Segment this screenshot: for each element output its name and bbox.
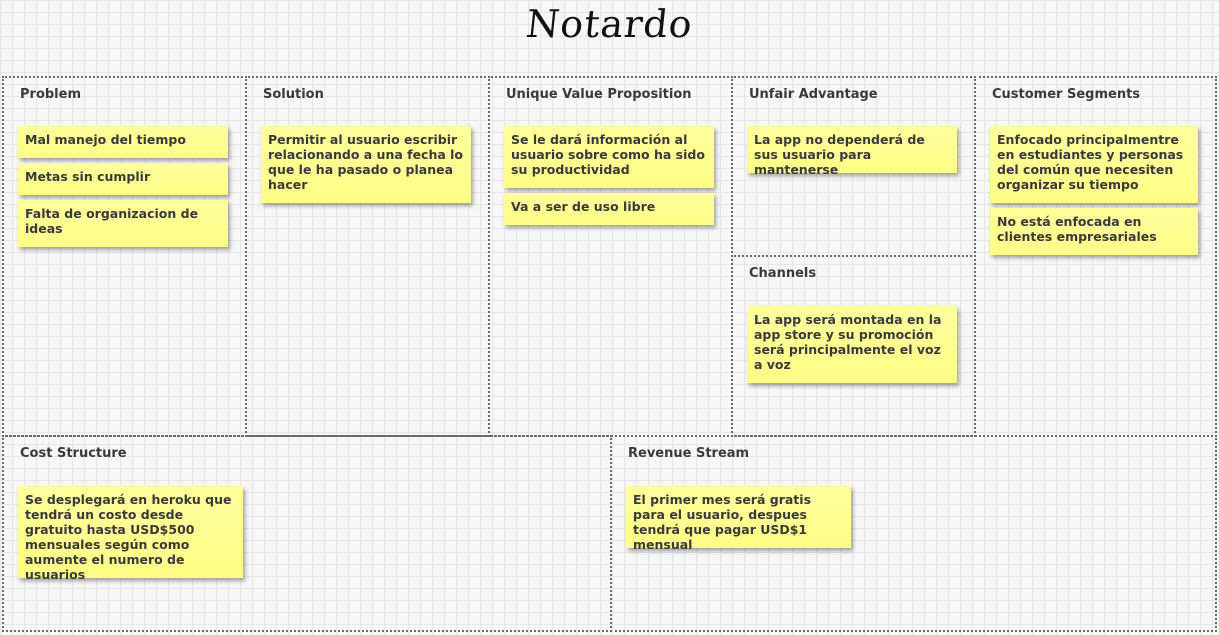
problem-title: Problem	[20, 87, 81, 102]
sticky-note[interactable]: La app será montada en la app store y su promoción será principalmente el voz a voz	[747, 306, 957, 383]
sticky-note[interactable]: Va a ser de uso libre	[504, 193, 714, 225]
sticky-note[interactable]: Metas sin cumplir	[18, 163, 228, 195]
uvp-title: Unique Value Proposition	[506, 87, 692, 102]
revenue-stream-title: Revenue Stream	[628, 446, 750, 461]
sticky-note[interactable]: Enfocado principalmentre en estudiantes y personas del común que necesiten organizar su tiempo	[990, 126, 1198, 203]
sticky-note[interactable]: Mal manejo del tiempo	[18, 126, 228, 158]
sticky-note[interactable]: Se le dará información al usuario sobre como ha sido su productividad	[504, 126, 714, 188]
sticky-note[interactable]: No está enfocada en clientes empresariales	[990, 208, 1198, 255]
sticky-note[interactable]: Permitir al usuario escribir relacionando a una fecha lo que le ha pasado o planea hacer	[261, 126, 471, 203]
solution-title: Solution	[263, 87, 324, 102]
cost-structure-title: Cost Structure	[20, 446, 127, 461]
canvas-title: Notardo	[523, 2, 696, 46]
customer-segments-title: Customer Segments	[992, 87, 1141, 102]
channels-title: Channels	[749, 266, 817, 281]
sticky-note[interactable]: El primer mes será gratis para el usuario, despues tendrá que pagar USD$1 mensual	[626, 486, 851, 548]
unfair-advantage-title: Unfair Advantage	[749, 87, 878, 102]
sticky-note[interactable]: Se desplegará en heroku que tendrá un costo desde gratuito hasta USD$500 mensuales según como aumente el numero de usuarios	[18, 486, 243, 578]
sticky-note[interactable]: Falta de organizacion de ideas	[18, 200, 228, 247]
sticky-note[interactable]: La app no dependerá de sus usuario para mantenerse	[747, 126, 957, 173]
